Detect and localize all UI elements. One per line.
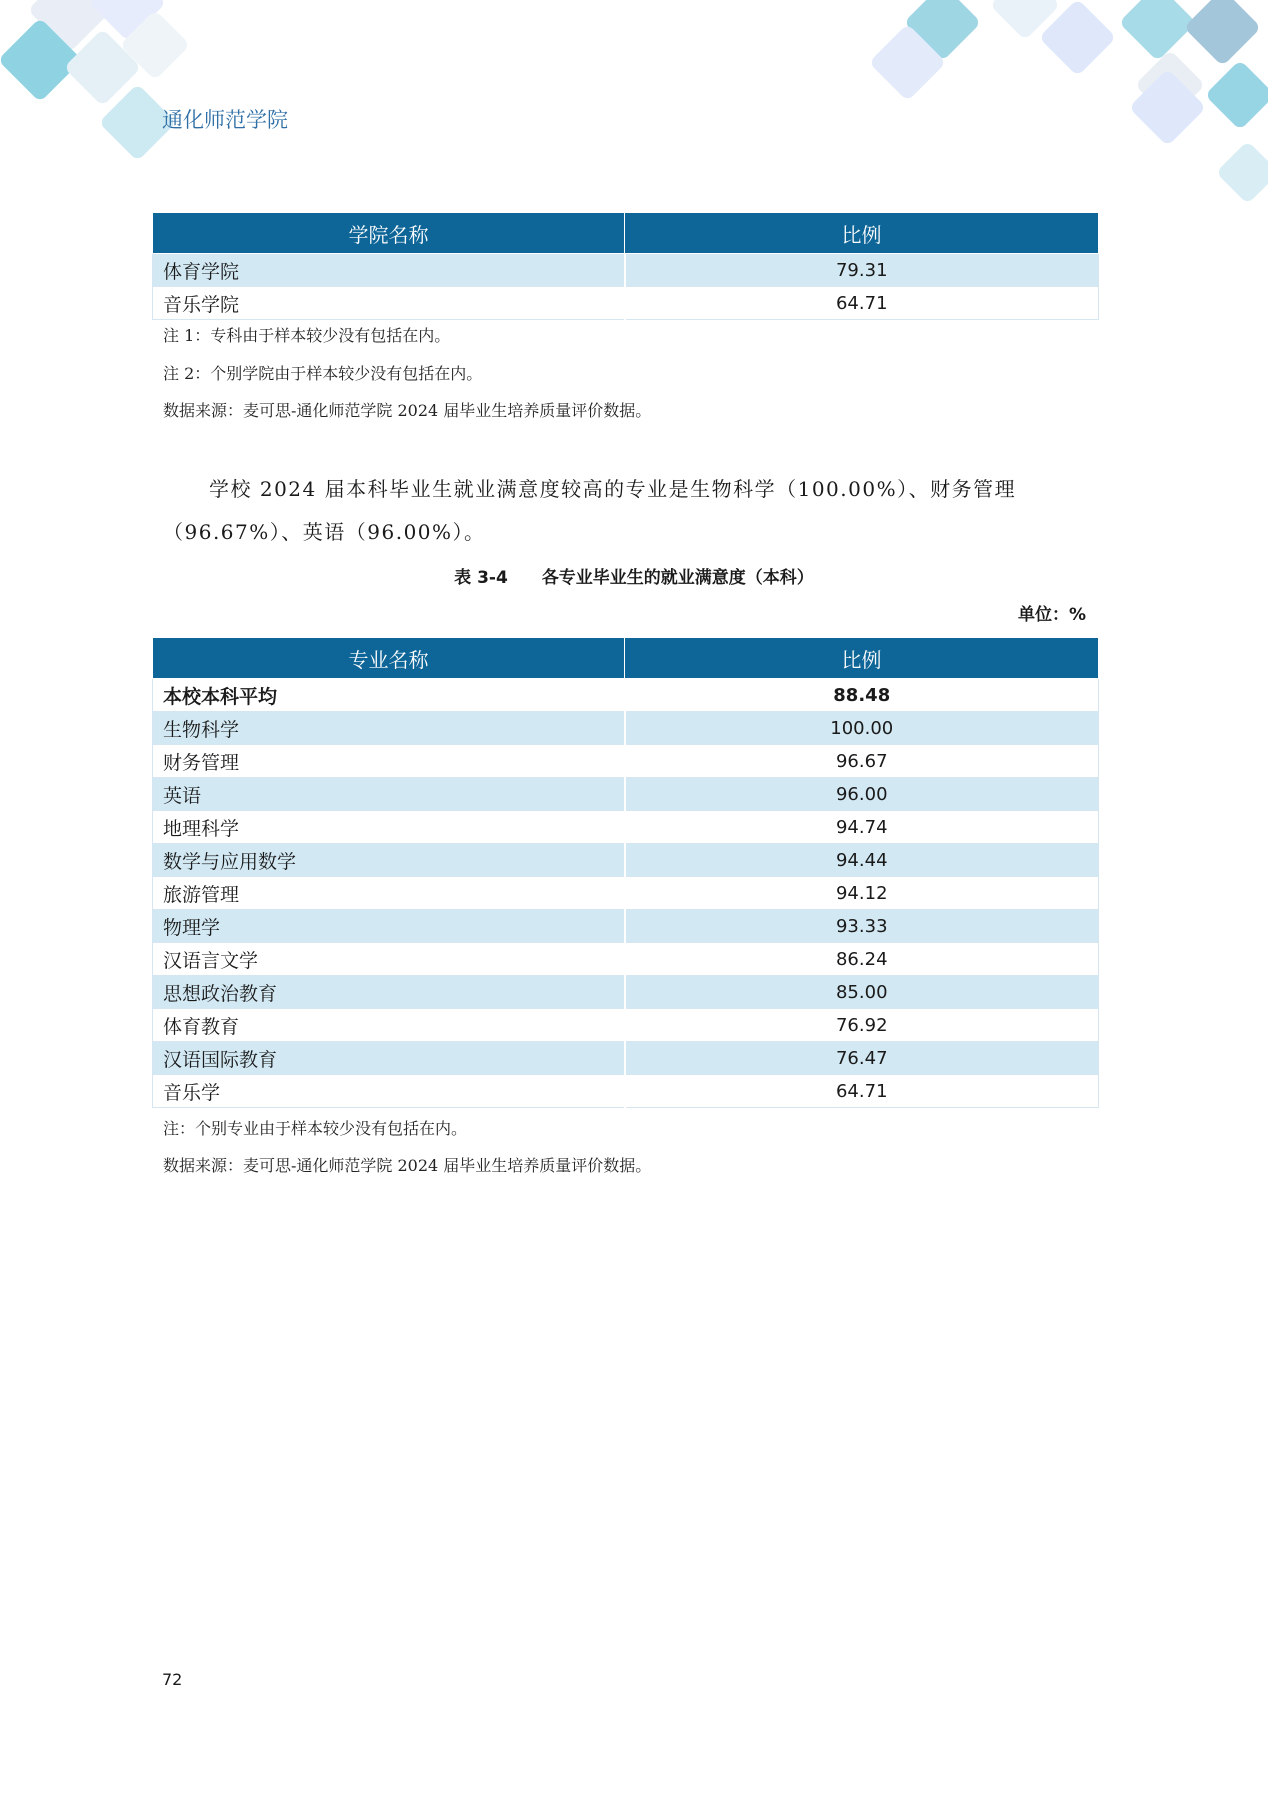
page-number: 72 xyxy=(162,1670,183,1689)
table-caption: 表 3-4 各专业毕业生的就业满意度（本科） xyxy=(454,568,814,588)
major-name: 汉语国际教育 xyxy=(153,1042,625,1075)
ratio-value: 96.67 xyxy=(625,745,1099,778)
major-name: 数学与应用数学 xyxy=(153,844,625,877)
ratio-value: 86.24 xyxy=(625,943,1099,976)
ratio-value: 76.47 xyxy=(625,1042,1099,1075)
major-name: 英语 xyxy=(153,778,625,811)
ratio-value: 94.74 xyxy=(625,811,1099,844)
table-row xyxy=(153,910,1099,943)
note-main: 注：个别专业由于样本较少没有包括在内。 xyxy=(163,1119,468,1138)
ratio-value: 94.44 xyxy=(625,844,1099,877)
ratio-value: 64.71 xyxy=(625,1075,1099,1108)
table-row xyxy=(153,745,1099,778)
table-row xyxy=(153,287,1099,320)
ratio-value: 76.92 xyxy=(625,1009,1099,1042)
major-name: 音乐学 xyxy=(153,1075,625,1108)
major-satisfaction-table xyxy=(152,637,1099,1108)
college-table xyxy=(152,212,1099,320)
major-name: 本校本科平均 xyxy=(153,679,625,712)
major-name: 体育教育 xyxy=(153,1009,625,1042)
note-1: 注 1：专科由于样本较少没有包括在内。 xyxy=(163,326,451,345)
major-name: 旅游管理 xyxy=(153,877,625,910)
unit-label: 单位：% xyxy=(1017,605,1086,625)
ratio-value: 100.00 xyxy=(625,712,1099,745)
table-row xyxy=(153,679,1099,712)
major-name: 财务管理 xyxy=(153,745,625,778)
data-source-main: 数据来源：麦可思-通化师范学院 2024 届毕业生培养质量评价数据。 xyxy=(163,1156,652,1175)
major-name: 物理学 xyxy=(153,910,625,943)
major-name: 汉语言文学 xyxy=(153,943,625,976)
ratio-value: 85.00 xyxy=(625,976,1099,1009)
table-row xyxy=(153,844,1099,877)
ratio-value: 79.31 xyxy=(625,254,1099,287)
table-row xyxy=(153,976,1099,1009)
ratio-value: 88.48 xyxy=(625,679,1099,712)
body-paragraph: 学校 2024 届本科毕业生就业满意度较高的专业是生物科学（100.00%）、财务管理（96.67%）、英语（96.00%）。 xyxy=(163,477,1017,544)
table-row xyxy=(153,877,1099,910)
column-header-major: 专业名称 xyxy=(153,638,625,679)
column-header-ratio: 比例 xyxy=(625,638,1099,679)
ratio-value: 94.12 xyxy=(625,877,1099,910)
major-name: 思想政治教育 xyxy=(153,976,625,1009)
data-source: 数据来源：麦可思-通化师范学院 2024 届毕业生培养质量评价数据。 xyxy=(163,401,652,420)
table-row xyxy=(153,712,1099,745)
major-name: 生物科学 xyxy=(153,712,625,745)
table-row xyxy=(153,254,1099,287)
table-row xyxy=(153,811,1099,844)
table-row xyxy=(153,943,1099,976)
column-header-college: 学院名称 xyxy=(153,213,625,254)
header-title: 通化师范学院 xyxy=(162,108,288,132)
college-name: 音乐学院 xyxy=(153,287,625,320)
table-row xyxy=(153,1009,1099,1042)
note-2: 注 2：个别学院由于样本较少没有包括在内。 xyxy=(163,364,483,383)
ratio-value: 93.33 xyxy=(625,910,1099,943)
table-row xyxy=(153,1042,1099,1075)
college-name: 体育学院 xyxy=(153,254,625,287)
table-row xyxy=(153,778,1099,811)
column-header-ratio: 比例 xyxy=(625,213,1099,254)
ratio-value: 96.00 xyxy=(625,778,1099,811)
ratio-value: 64.71 xyxy=(625,287,1099,320)
major-name: 地理科学 xyxy=(153,811,625,844)
table-row xyxy=(153,1075,1099,1108)
